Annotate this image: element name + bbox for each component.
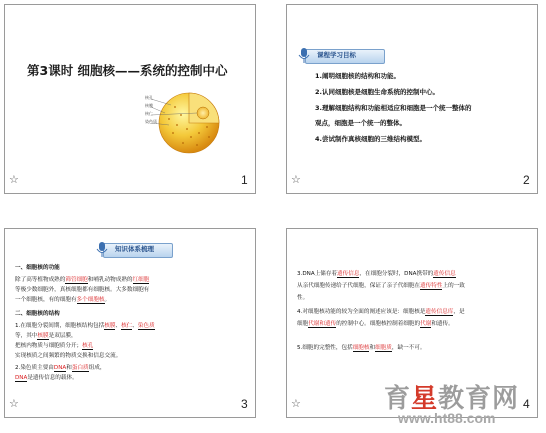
goal-item: 1.阐明细胞核的结构和功能。	[315, 72, 400, 80]
slide-star-icon[interactable]: ☆	[291, 173, 301, 186]
slide-number: 3	[241, 397, 248, 411]
paragraph-line	[15, 321, 155, 329]
text-span: 3.DNA上储存着	[297, 271, 338, 277]
blank-answer: 核仁	[121, 323, 133, 329]
blank-answer: 遗传信息	[337, 271, 360, 277]
text-span: 。	[104, 297, 111, 303]
slide-2-thumbnail[interactable]	[286, 4, 538, 194]
paragraph-line	[15, 363, 105, 371]
paragraph-line	[297, 307, 465, 315]
text-span: 的控制中心。细胞核控制着细胞的	[336, 321, 421, 327]
blank-answer: DNA	[53, 365, 67, 371]
watermark-text: 星	[411, 384, 439, 414]
goal-item: 4.尝试制作真核细胞的三维结构模型。	[315, 135, 426, 143]
blank-answer: 核膜	[104, 323, 116, 329]
text-span: 2.染色质主要由	[15, 365, 54, 371]
text-span: 、	[132, 323, 138, 329]
label-nuclear-envelope: 核膜	[145, 103, 153, 108]
text-span: 上的一致	[442, 283, 465, 289]
goal-item: 3.理解细胞结构和功能相适应和细胞是一个统一整体的	[315, 104, 472, 112]
section-banner	[295, 49, 385, 65]
paragraph-line	[15, 331, 77, 339]
blank-answer: 遗传信息库	[425, 309, 454, 315]
text-span: 4.对细胞核功能的较为全面的阐述应该是：细胞核是	[297, 309, 426, 315]
paragraph-line: 实现核质之间频繁的物质交换和信息交流。	[15, 353, 122, 359]
blank-answer: 核膜	[37, 333, 49, 339]
paragraph-line	[297, 319, 454, 327]
watermark-text: 育	[384, 384, 412, 414]
slide-3-thumbnail[interactable]	[4, 228, 256, 418]
text-span: 和哺乳动物成熟的	[87, 277, 133, 283]
goal-item: 观点，细胞是一个统一的整体。	[315, 119, 406, 127]
blank-answer: DNA	[15, 375, 28, 381]
slide-number: 2	[523, 173, 530, 187]
blank-answer: 核孔	[82, 343, 94, 349]
blank-answer: 细胞质	[375, 345, 392, 351]
blank-answer: 染色质	[137, 323, 155, 329]
paragraph-line	[15, 275, 149, 283]
slide-title: 第3课时 细胞核——系统的控制中心	[27, 63, 228, 78]
blank-answer: 遗传信息	[433, 271, 456, 277]
paragraph-line: 性。	[297, 295, 309, 301]
banner-title: 知识体系梳理	[115, 245, 154, 253]
paragraph-line	[15, 373, 78, 381]
text-span: ，缺一不可。	[391, 345, 426, 351]
section-heading: 一、细胞核的功能	[15, 265, 60, 271]
text-span: ，是	[453, 309, 465, 315]
paragraph-line	[297, 269, 456, 277]
text-span: 除了高等植物成熟的	[15, 277, 66, 283]
slide-star-icon[interactable]: ☆	[9, 173, 19, 186]
paragraph-line	[15, 341, 93, 349]
paragraph-line	[15, 295, 110, 303]
blank-answer: 细胞核	[352, 345, 370, 351]
text-span: 把核内物质与细胞质分开；	[15, 343, 83, 349]
banner-title: 课程学习目标	[317, 51, 356, 59]
slide-star-icon[interactable]: ☆	[9, 397, 19, 410]
blank-answer: 代谢和遗传	[308, 321, 337, 327]
slide-1-thumbnail[interactable]	[4, 4, 256, 194]
watermark-text: 教育网	[438, 384, 520, 414]
blank-answer: 筛管细胞	[65, 277, 88, 283]
slide-star-icon[interactable]: ☆	[291, 397, 301, 410]
blank-answer: 代谢	[420, 321, 432, 327]
text-span: 等，其中	[15, 333, 38, 339]
slide-number: 1	[241, 173, 248, 187]
text-span: 从亲代细胞传递给子代细胞，保证了亲子代细胞在	[297, 283, 421, 289]
site-watermark-url: www.ht88.com	[398, 410, 496, 426]
blank-answer: 多个细胞核	[76, 297, 105, 303]
text-span: 是遗传信息的载体。	[27, 375, 78, 381]
section-heading: 二、细胞核的结构	[15, 311, 60, 317]
text-span: 和	[66, 365, 72, 371]
text-span: 、	[115, 323, 122, 329]
text-span: 一个细胞核，有的细胞有	[15, 297, 77, 303]
goal-item: 2.认同细胞核是细胞生命系统的控制中心。	[315, 88, 439, 96]
blank-answer: 蛋白质	[71, 365, 89, 371]
slide-number: 4	[523, 397, 530, 411]
blank-answer: 遗传特性	[420, 283, 443, 289]
text-span: ，在细胞分裂时，DNA携带的	[359, 271, 434, 277]
paragraph-line	[297, 343, 425, 351]
text-span: 组成，	[88, 365, 106, 371]
label-nuclear-pore: 核孔	[145, 95, 153, 100]
text-span: 5.细胞的完整性，包括	[297, 345, 353, 351]
text-span: 1.在细胞分裂间期，细胞核结构包括	[15, 323, 105, 329]
label-chromatin: 染色质	[145, 119, 157, 124]
paragraph-line	[297, 281, 465, 289]
blank-answer: 红细胞	[132, 277, 150, 283]
microphone-icon	[295, 47, 315, 65]
text-span: 细胞	[297, 321, 309, 327]
cell-nucleus-illustration	[145, 85, 225, 157]
section-banner	[93, 243, 173, 259]
text-span: 和遗传。	[431, 321, 454, 327]
microphone-icon	[93, 241, 113, 259]
paragraph-line: 等极少数细胞外，真核细胞都有细胞核。大多数细胞有	[15, 287, 150, 293]
label-nucleolus: 核仁	[145, 111, 153, 116]
text-span: 和	[369, 345, 376, 351]
text-span: 是双层膜，	[48, 333, 77, 339]
